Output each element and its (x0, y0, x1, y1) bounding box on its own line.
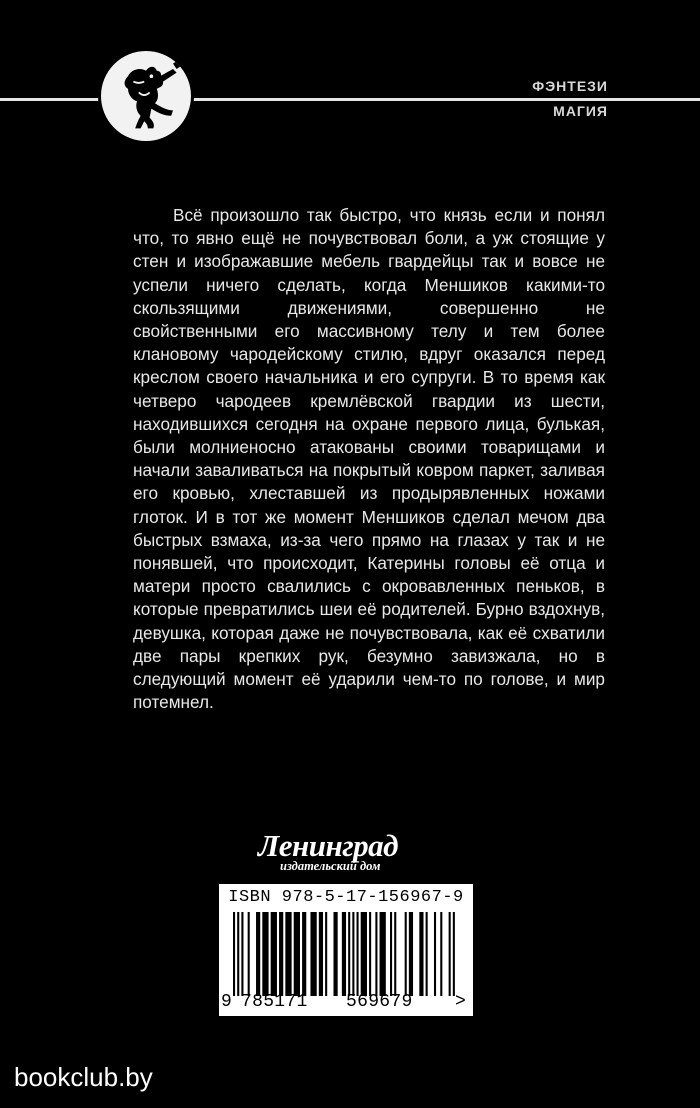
barcode-bar (419, 912, 423, 996)
book-blurb: Всё произошло так быстро, что князь если и понял что, то явно ещё не почувствовал боли, а уж стоящие у стен и изображавшие мебель гвардейцы так и вовсе не успели ничего сделать, когда Меншиков какими-то скользящими движениями, совершенно не свойственными его массивному телу и тем более клановому чародейскому стилю, вдруг оказался перед креслом своего начальника и его супруги. В то время как четверо чародеев кремлёвской гвардии из шести, находившихся сегодня на охране первого лица, булькая, были молниеносно атакованы своими товарищами и начали заваливаться на покрытый ковром паркет, заливая его кровью, хлеставшей из продырявленных ножами глоток. И в тот же момент Меншиков сделал мечом два быстрых взмаха, из-за чего прямо на глазах у так и не понявшей, что происходит, Катерины головы её отца и матери просто свалились с окровавленных пеньков, в которые превратились шеи её родителей. Бурно вздохнув, девушка, которая даже не почувствовала, как её схватили две пары крепких рук, безумно завизжала, но в следующий момент её ударили чем-то по голове, и мир потемнел. (133, 205, 605, 713)
publisher-mark (258, 828, 448, 878)
barcode-digits-left: 785171 (241, 992, 308, 1012)
barcode-bar (310, 912, 316, 996)
barcode-bar (271, 912, 277, 996)
publisher-logo (98, 48, 194, 144)
barcode-bar (319, 912, 323, 996)
barcode-bar (375, 912, 377, 996)
isbn-text: ISBN 978-5-17-156967-9 (228, 888, 464, 907)
lion-icon (101, 51, 191, 141)
barcode-bar (409, 912, 413, 996)
barcode-bar (440, 912, 442, 996)
genre-magic: МАГИЯ (553, 103, 608, 119)
barcode-bar (285, 912, 291, 996)
barcode-bar (405, 912, 407, 996)
barcode-bar (426, 912, 428, 996)
barcode-bar (380, 912, 386, 996)
barcode-bar (248, 912, 250, 996)
barcode-bar (449, 912, 451, 996)
barcode-digits-right: 569679 (346, 992, 413, 1012)
barcode-bar (294, 912, 300, 996)
barcode-bar (256, 912, 260, 996)
barcode-bar (434, 912, 436, 996)
barcode-bar (325, 912, 327, 996)
barcode-bar (233, 912, 235, 996)
barcode-bar (361, 912, 367, 996)
barcode-bar (357, 912, 359, 996)
barcode-box (219, 884, 473, 1016)
barcode-bar (333, 912, 337, 996)
genre-fantasy: ФЭНТЕЗИ (532, 78, 608, 94)
site-watermark: bookclub.by (14, 1062, 153, 1092)
publisher-subtitle: издательский дом (280, 859, 381, 873)
barcode-bars (233, 912, 457, 996)
barcode-arrow: > (455, 992, 466, 1012)
barcode-bar (279, 912, 283, 996)
barcode-bar (342, 912, 346, 996)
barcode-bar (262, 912, 268, 996)
barcode-digit-first: 9 (221, 992, 232, 1012)
barcode-bar (237, 912, 239, 996)
barcode-bar (453, 912, 455, 996)
barcode-bar (369, 912, 371, 996)
barcode-bar (390, 912, 392, 996)
barcode-bar (394, 912, 396, 996)
barcode-bar (348, 912, 350, 996)
barcode-bar (241, 912, 243, 996)
publisher-name: Ленинград (258, 828, 399, 863)
barcode-bar (302, 912, 306, 996)
barcode-bar (352, 912, 354, 996)
